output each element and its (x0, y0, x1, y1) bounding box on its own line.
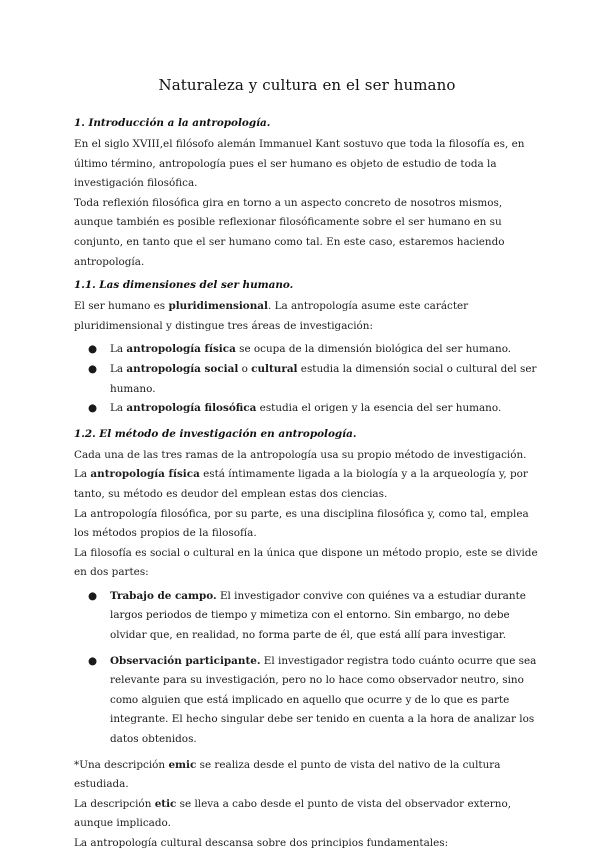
paragraph: En el siglo XVIII,el filósofo alemán Immanuel Kant sostuvo que toda la filosofía es, en último término, antropología pues el ser humano es objeto de estudio de toda la investigación filosófica. (74, 138, 525, 190)
note-paragraph: La descripción etic se lleva a cabo desde el punto de vista del observador externo, aunque implicado. (74, 797, 512, 830)
list-item: ● Observación participante. El investigador registra todo cuánto ocurre que sea relevante para su investigación, pero no lo hace como observador neutro, sino como alguien que está implicado en aquello que ocurre y de lo que es parte integrante. El hecho singular debe ser tenido en cuenta a la hora de analizar los datos obtenidos. (74, 652, 540, 750)
bullet-icon: ● (88, 343, 98, 356)
paragraph: La filosofía es social o cultural en la única que dispone un método propio, este se divide en dos partes: (74, 546, 538, 579)
list-item: ● La antropología física se ocupa de la dimensión biológica del ser humano. (74, 340, 540, 360)
section-1-2-heading: 1.2. El método de investigación en antropología. (74, 427, 357, 440)
document-title: Naturaleza y cultura en el ser humano (158, 76, 456, 94)
bullet-icon: ● (88, 589, 98, 602)
bullet-icon: ● (88, 362, 98, 375)
paragraph: El ser humano es pluridimensional. La antropología asume este carácter pluridimensional y distingue tres áreas de investigación: (74, 300, 469, 332)
paragraph: La antropología filosófica, por su parte, es una disciplina filosófica y, como tal, emplea los métodos propios de la filosofía. (74, 507, 529, 540)
section-1-1-heading: 1.1. Las dimensiones del ser humano. (74, 279, 294, 292)
bullet-icon: ● (88, 402, 98, 415)
paragraph: Toda reflexión filosófica gira en torno a un aspecto concreto de nosotros mismos, aunque también es posible reflexionar filosóficamente sobre el ser humano en su conjunto, en tanto que el ser humano como tal. En este caso, estaremos haciendo antropología. (74, 196, 505, 268)
paragraph: La antropología física está íntimamente ligada a la biología y a la arqueología y, por tanto, su método es deudor del emplean estas dos ciencias. (74, 468, 528, 500)
paragraph: Cada una de las tres ramas de la antropología usa su propio método de investigación. (74, 448, 527, 461)
section-1-heading: 1. Introducción a la antropología. (74, 117, 271, 129)
list-item: ● La antropología filosófica estudia el origen y la esencia del ser humano. (74, 399, 540, 419)
dimensions-list (74, 340, 540, 418)
list-item: ● Trabajo de campo. El investigador convive con quiénes va a estudiar durante largos periodos de tiempo y mimetiza con el entorno. Sin embargo, no debe olvidar que, en realidad, no forma parte de él, que está allí para investigar. (74, 587, 540, 646)
list-item: ● La antropología social o cultural estudia la dimensión social o cultural del ser humano. (74, 360, 540, 399)
paragraph: La antropología cultural descansa sobre dos principios fundamentales: (74, 837, 449, 849)
method-list (74, 587, 540, 750)
note-paragraph: *Una descripción emic se realiza desde el punto de vista del nativo de la cultura estudiada. (74, 758, 501, 791)
bullet-icon: ● (88, 654, 98, 667)
